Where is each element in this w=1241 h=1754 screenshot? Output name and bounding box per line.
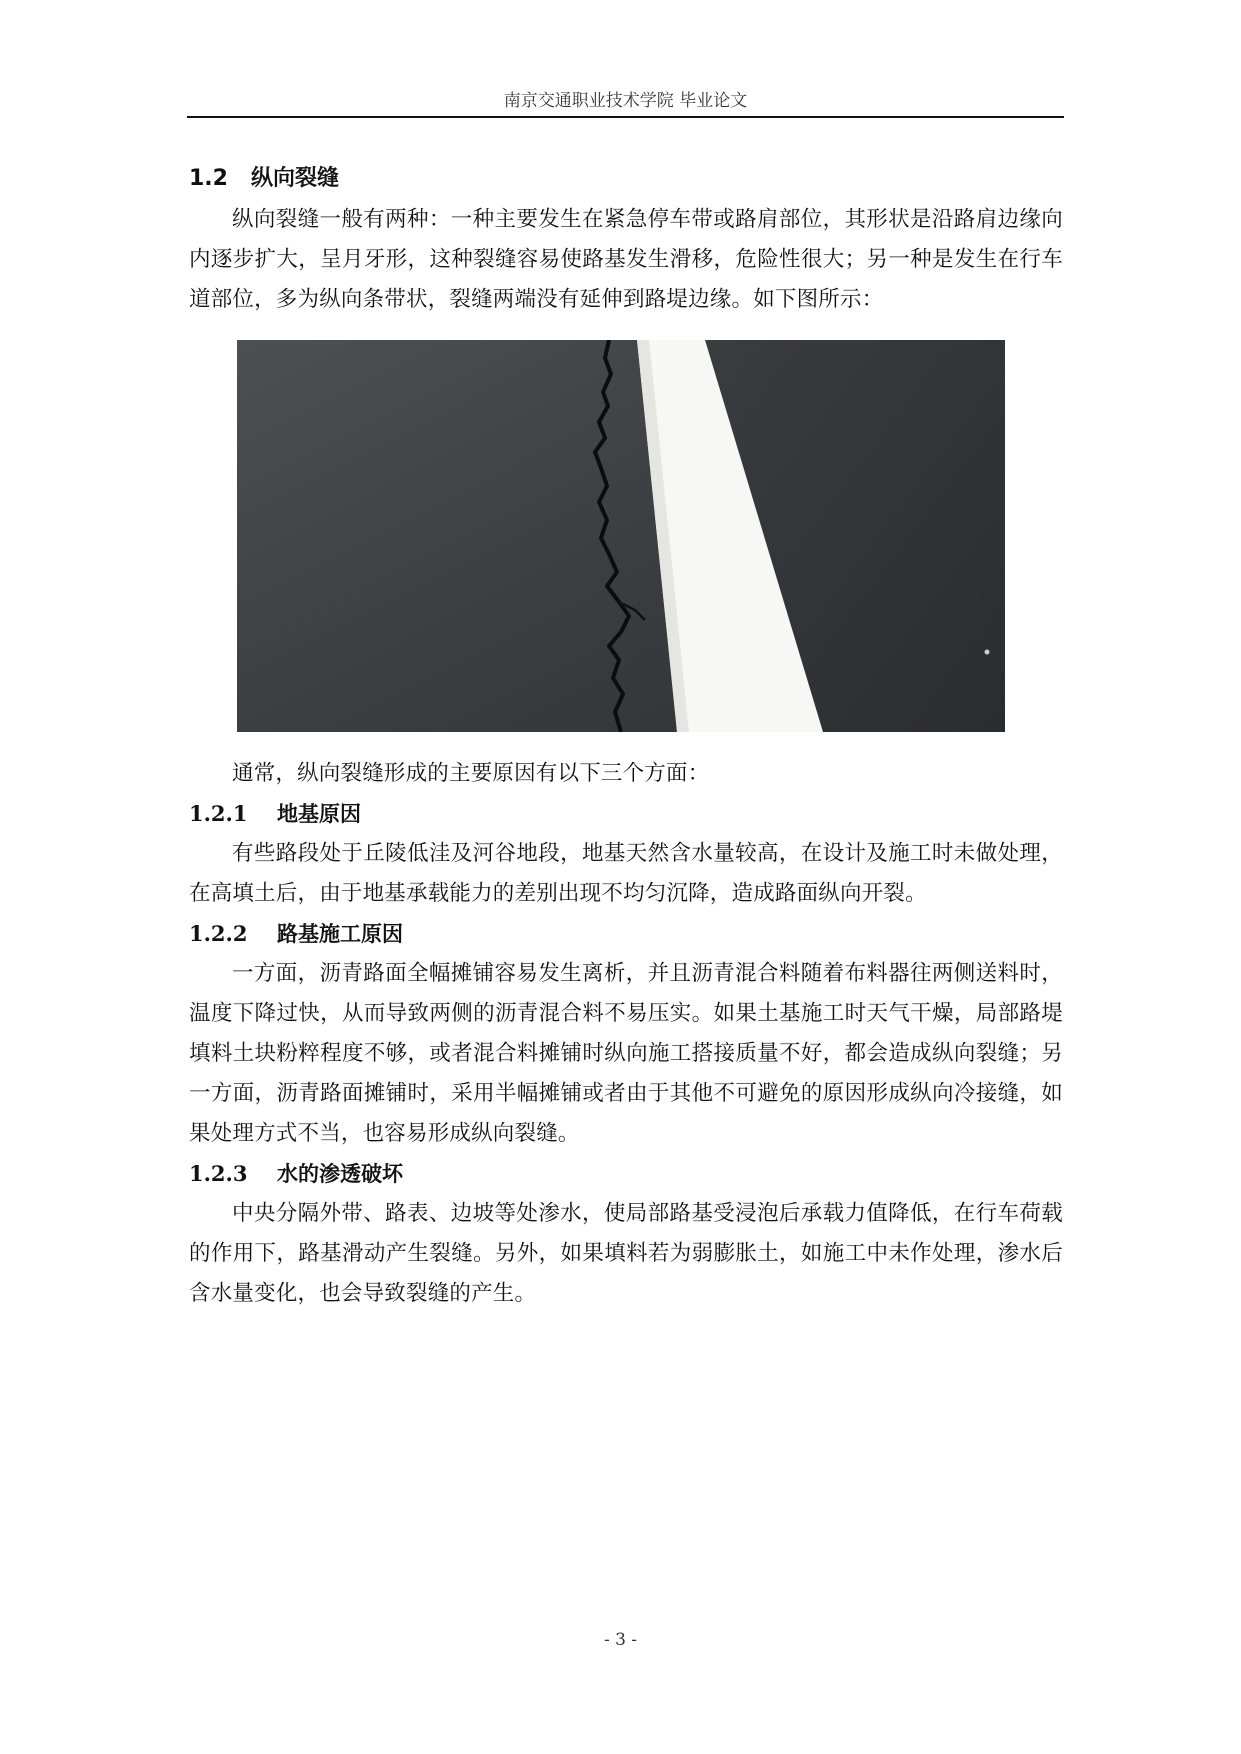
road-crack-photo xyxy=(237,340,1005,732)
page-header: 南京交通职业技术学院 毕业论文 xyxy=(503,91,748,111)
subsection-paragraph: 中央分隔外带、路表、边坡等处渗水，使局部路基受浸泡后承载力值降低，在行车荷载的作用下，路基滑动产生裂缝。另外，如果填料若为弱膨胀土，如施工中未作处理，渗水后含水量变化，也会导致裂缝的产生。 xyxy=(189,1201,1063,1306)
subsection-heading-1 xyxy=(189,794,1063,834)
section-number: 1.2 xyxy=(189,166,228,191)
surface-speck xyxy=(985,650,990,655)
figure-followup-paragraph: 通常，纵向裂缝形成的主要原因有以下三个方面： xyxy=(232,761,710,786)
subsection-number: 1.2.1 xyxy=(189,801,248,826)
subsection-number: 1.2.2 xyxy=(189,921,248,946)
page-number: - 3 - xyxy=(603,1630,638,1650)
subsection-paragraph: 有些路段处于丘陵低洼及河谷地段，地基天然含水量较高，在设计及施工时未做处理，在高填土后，由于地基承载能力的差别出现不均匀沉降，造成路面纵向开裂。 xyxy=(189,841,1063,906)
section-title: 纵向裂缝 xyxy=(251,166,340,191)
road-crack-image xyxy=(237,340,1005,732)
subsection-heading-3 xyxy=(189,1154,1063,1194)
section-intro-paragraph: 纵向裂缝一般有两种：一种主要发生在紧急停车带或路肩部位，其形状是沿路肩边缘向内逐步扩大，呈月牙形，这种裂缝容易使路基发生滑移，危险性很大；另一种是发生在行车道部位，多为纵向条带状，裂缝两端没有延伸到路堤边缘。如下图所示： xyxy=(189,207,1063,312)
page-content xyxy=(189,158,1063,1314)
subsection-title: 水的渗透破坏 xyxy=(277,1161,403,1186)
section-heading xyxy=(189,158,1063,200)
subsection-title: 地基原因 xyxy=(277,801,361,826)
subsection-number: 1.2.3 xyxy=(189,1161,248,1186)
subsection-heading-2 xyxy=(189,914,1063,954)
subsection-paragraph: 一方面，沥青路面全幅摊铺容易发生离析，并且沥青混合料随着布料器往两侧送料时，温度下降过快，从而导致两侧的沥青混合料不易压实。如果土基施工时天气干燥，局部路堤填料土块粉粹程度不够，或者混合料摊铺时纵向施工搭接质量不好，都会造成纵向裂缝；另一方面，沥青路面摊铺时，采用半幅摊铺或者由于其他不可避免的原因形成纵向冷接缝，如果处理方式不当，也容易形成纵向裂缝。 xyxy=(189,961,1063,1146)
subsection-title: 路基施工原因 xyxy=(277,921,403,946)
header-rule xyxy=(187,116,1064,118)
